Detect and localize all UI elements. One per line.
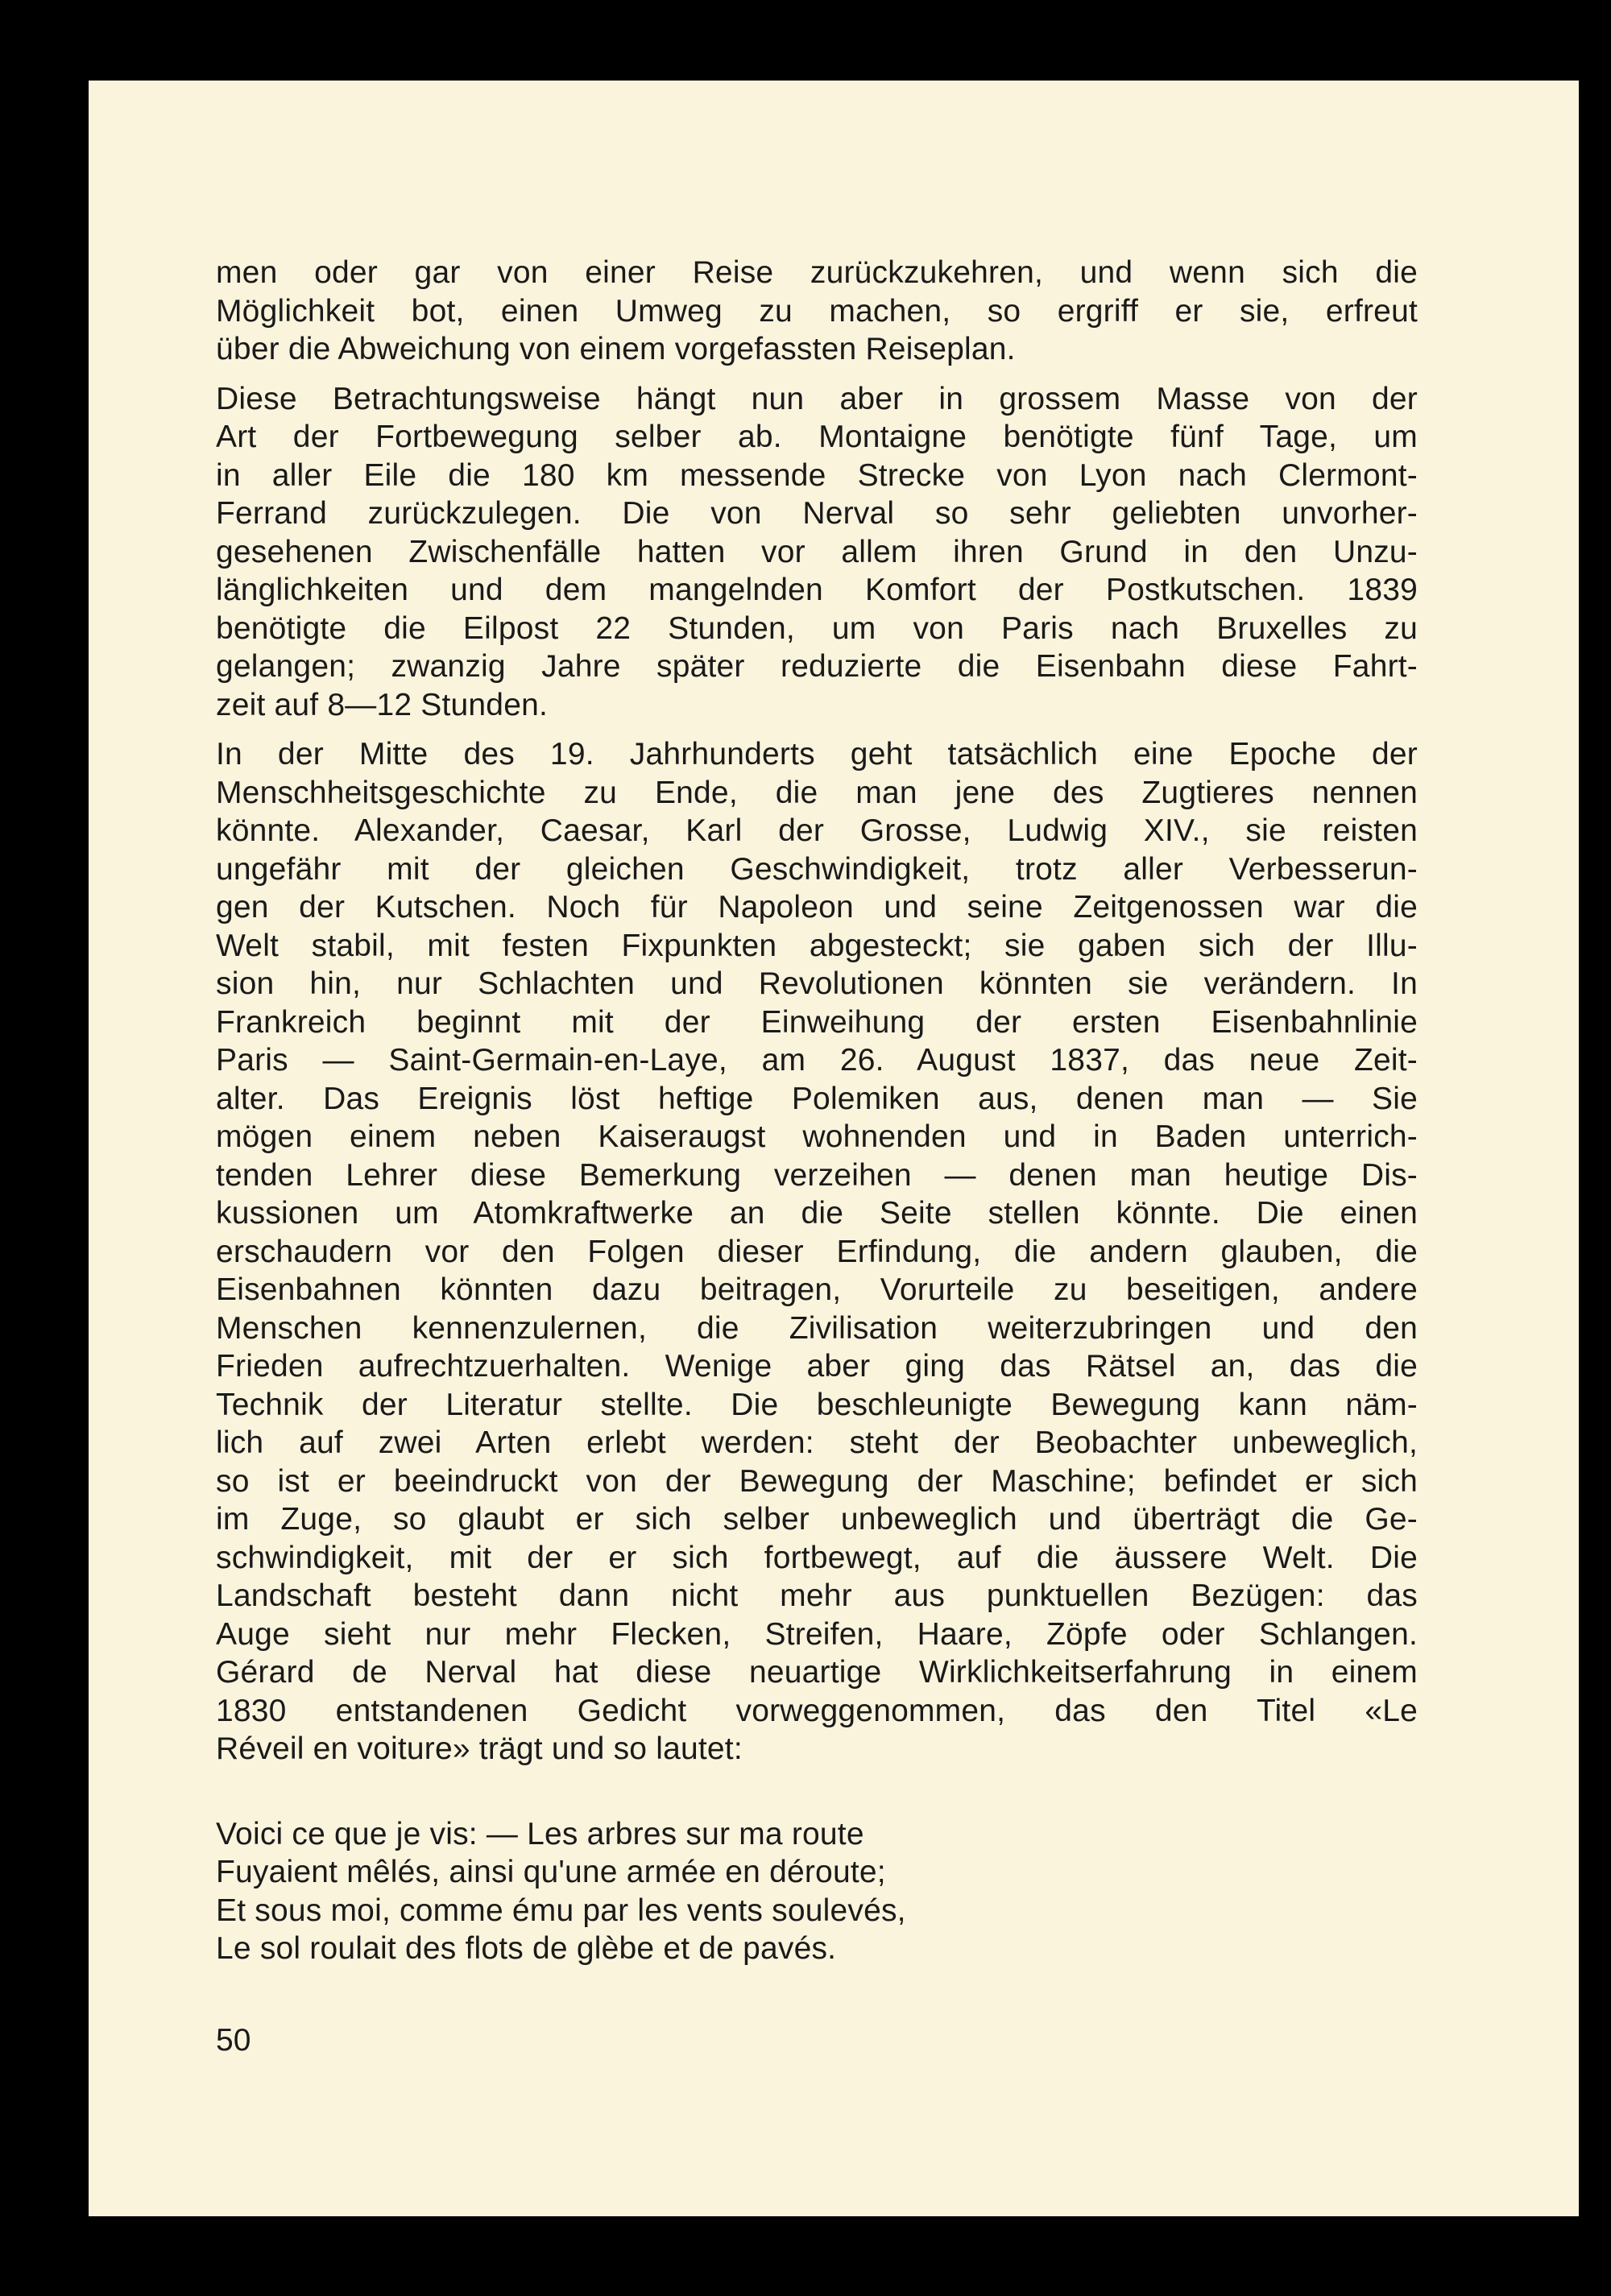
text-line: tenden Lehrer diese Bemerkung verzeihen — denen man heutige Dis- xyxy=(216,1157,1418,1193)
body-text xyxy=(216,254,1418,1968)
text-line: im Zuge, so glaubt er sich selber unbeweglich und überträgt die Ge- xyxy=(216,1502,1418,1537)
text-line: men oder gar von einer Reise zurückzukehren, und wenn sich die xyxy=(216,255,1418,290)
poem-line: Le sol roulait des flots de glèbe et de pavés. xyxy=(216,1931,837,1966)
text-line: so ist er beeindruckt von der Bewegung der Maschine; befindet er sich xyxy=(216,1463,1418,1499)
text-line: sion hin, nur Schlachten und Revolutionen könnten sie verändern. In xyxy=(216,966,1418,1001)
poem-quote xyxy=(216,1815,1418,1968)
text-line: benötigte die Eilpost 22 Stunden, um von Paris nach Bruxelles zu xyxy=(216,610,1418,646)
document-page xyxy=(89,81,1579,2216)
text-line: Paris — Saint-Germain-en-Laye, am 26. August 1837, das neue Zeit- xyxy=(216,1043,1418,1078)
text-line: Diese Betrachtungsweise hängt nun aber in grossem Masse von der xyxy=(216,381,1418,416)
text-line: gesehenen Zwischenfälle hatten vor allem ihren Grund in den Unzu- xyxy=(216,534,1418,569)
text-line: mögen einem neben Kaiseraugst wohnenden und in Baden unterrich- xyxy=(216,1119,1418,1154)
text-line: Technik der Literatur stellte. Die beschleunigte Bewegung kann näm- xyxy=(216,1387,1418,1422)
text-line: über die Abweichung von einem vorgefassten Reiseplan. xyxy=(216,332,1016,366)
text-line: Menschen kennenzulernen, die Zivilisation weiterzubringen und den xyxy=(216,1310,1418,1346)
text-line: lich auf zwei Arten erlebt werden: steht der Beobachter unbeweglich, xyxy=(216,1425,1418,1460)
text-line: zeit auf 8—12 Stunden. xyxy=(216,687,549,722)
text-line: 1830 entstandenen Gedicht vorweggenommen, das den Titel «Le xyxy=(216,1693,1418,1728)
text-line: kussionen um Atomkraftwerke an die Seite stellen könnte. Die einen xyxy=(216,1196,1418,1231)
paragraph-1 xyxy=(216,254,1418,369)
text-line: Eisenbahnen könnten dazu beitragen, Vorurteile zu beseitigen, andere xyxy=(216,1272,1418,1307)
text-line: könnte. Alexander, Caesar, Karl der Grosse, Ludwig XIV., sie reisten xyxy=(216,813,1418,848)
text-line: Art der Fortbewegung selber ab. Montaigne benötigte fünf Tage, um xyxy=(216,420,1418,454)
paragraph-2 xyxy=(216,380,1418,725)
text-line: in aller Eile die 180 km messende Strecke von Lyon nach Clermont- xyxy=(216,457,1418,493)
text-line: Menschheitsgeschichte zu Ende, die man jene des Zugtieres nennen xyxy=(216,775,1418,810)
text-line: Ferrand zurückzulegen. Die von Nerval so sehr geliebten unvorher- xyxy=(216,496,1418,531)
text-line: länglichkeiten und dem mangelnden Komfort der Postkutschen. 1839 xyxy=(216,573,1418,607)
text-line: Möglichkeit bot, einen Umweg zu machen, so ergriff er sie, erfreut xyxy=(216,293,1418,329)
text-line: erschaudern vor den Folgen dieser Erfindung, die andern glauben, die xyxy=(216,1234,1418,1269)
text-line: ungefähr mit der gleichen Geschwindigkeit, trotz aller Verbesserun- xyxy=(216,851,1418,887)
poem-line: Voici ce que je vis: — Les arbres sur ma route xyxy=(216,1816,864,1851)
text-line: gen der Kutschen. Noch für Napoleon und seine Zeitgenossen war die xyxy=(216,890,1418,925)
text-line: Frankreich beginnt mit der Einweihung der ersten Eisenbahnlinie xyxy=(216,1004,1418,1040)
text-line: Auge sieht nur mehr Flecken, Streifen, Haare, Zöpfe oder Schlangen. xyxy=(216,1616,1418,1652)
text-line: In der Mitte des 19. Jahrhunderts geht tatsächlich eine Epoche der xyxy=(216,737,1418,772)
paragraph-3 xyxy=(216,735,1418,1769)
text-line: Landschaft besteht dann nicht mehr aus punktuellen Bezügen: das xyxy=(216,1578,1418,1613)
text-line: Gérard de Nerval hat diese neuartige Wirklichkeitserfahrung in einem xyxy=(216,1655,1418,1690)
text-line: schwindigkeit, mit der er sich fortbewegt, auf die äussere Welt. Die xyxy=(216,1540,1418,1575)
poem-line: Et sous moi, comme ému par les vents soulevés, xyxy=(216,1893,906,1928)
text-line: alter. Das Ereignis löst heftige Polemiken aus, denen man — Sie xyxy=(216,1081,1418,1116)
poem-line: Fuyaient mêlés, ainsi qu'une armée en déroute; xyxy=(216,1855,886,1889)
text-line: Réveil en voiture» trägt und so lautet: xyxy=(216,1731,743,1766)
text-line: gelangen; zwanzig Jahre später reduzierte die Eisenbahn diese Fahrt- xyxy=(216,649,1418,684)
text-line: Frieden aufrechtzuerhalten. Wenige aber ging das Rätsel an, das die xyxy=(216,1349,1418,1384)
text-line: Welt stabil, mit festen Fixpunkten abgesteckt; sie gaben sich der Illu- xyxy=(216,928,1418,963)
page-number: 50 xyxy=(216,2023,251,2058)
